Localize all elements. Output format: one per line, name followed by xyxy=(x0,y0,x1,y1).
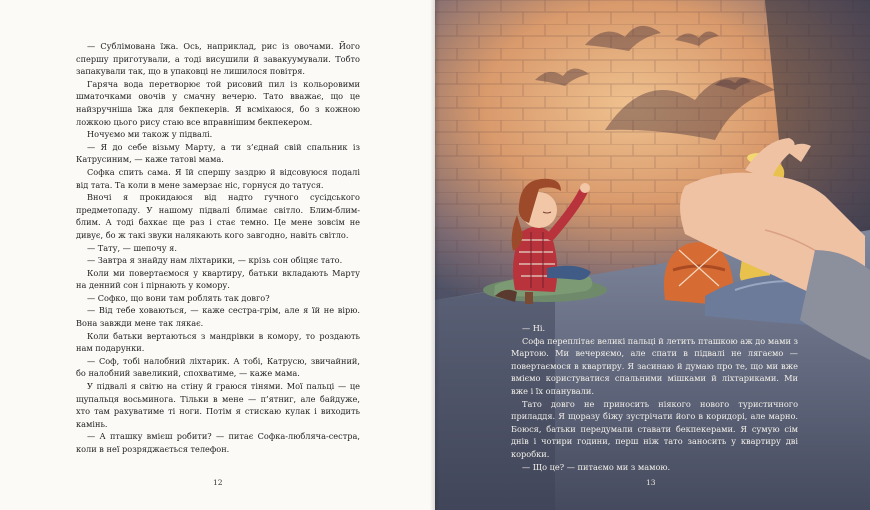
left-page-text xyxy=(76,40,360,456)
paragraph: Коли батьки вертаються з мандрівки в комору, то роздають нам подарунки. xyxy=(76,330,360,354)
book-gutter xyxy=(430,0,440,510)
paragraph: Ночуємо ми також у підвалі. xyxy=(87,129,213,140)
paragraph: — Ні. xyxy=(522,323,546,333)
paragraph: — Що це? — питаємо ми з мамою. xyxy=(522,461,671,472)
paragraph: Софка спить сама. Я їй спершу заздрю й відсовуюся подалі від тата. Та коли в мене замерзає ніс, горнуся до татуся. xyxy=(76,166,360,190)
right-page-text xyxy=(511,322,798,473)
paragraph: — Соф, тобі налобний ліхтарик. А тобі, Катрусю, звичайний, бо налобний завеликий, спохватиме, — каже мама. xyxy=(76,355,360,379)
paragraph: — Софко, що вони там роблять так довго? xyxy=(87,292,270,303)
page-number-left: 12 xyxy=(213,478,223,487)
paragraph: Тато довго не приносить ніякого нового туристичного приладдя. Я щоразу біжу зустрічати його в коридорі, але марно. Боюся, батьки передумали ставати бекпекерами. Я сумую сім днів і чотири години, перш ніж тато заносить у квартиру дві коробки. xyxy=(511,398,798,459)
paragraph: У підвалі я світю на стіну й граюся тінями. Мої пальці — це щупальця восьминога. Тільки в мене — п’ятниг, але байдуже, хто там рахуватиме ті ноги. Потім я стискаю кулак і виходить камінь. xyxy=(76,381,360,429)
paragraph: Софа переплітає великі пальці й летить пташкою аж до мами з Мартою. Ми вечеряємо, але спати в підвалі не лягаємо — повертаємося в квартиру. Я засинаю й думаю про те, що ми вже вміємо користуватися спальними мішками й ліхтариками. Ми вже і їх опанували. xyxy=(511,335,798,396)
right-page xyxy=(435,0,870,510)
paragraph: — Від тебе ховаються, — каже сестра-грім, але я їй не вірю. Вона завжди мене так лякає. xyxy=(76,305,360,329)
paragraph: — Сублімована їжа. Ось, наприклад, рис із овочами. Його спершу приготували, а тоді висушили й завакуумували. Тобто запакували так, що в упаковці не лишилося повітря. xyxy=(76,41,360,77)
paragraph: — А пташку вмієш робити? — питає Софка-любляча-сестра, коли в неї розряджається телефон. xyxy=(76,431,360,454)
paragraph: Гаряча вода перетворює той рисовий пил із кольоровими шматочками овочів у смачну вечерю. Тато вважає, що це найзручніша їжа для бекпекерів. Я всміхаюся, бо з кожною ложкою цього рису стаю все вправнішим бекпекером. xyxy=(76,78,360,127)
paragraph: — Тату, — шепочу я. xyxy=(87,242,177,253)
paragraph: Вночі я прокидаюся від надто гучного сусідського предметопаду. У нашому підвалі блимає світло. Блим-блим-блим. А тоді бахкає ще раз і стає темно. Це мене зовсім не дивує, бо ж такі звуки налякають кого завгодно, навіть світло. xyxy=(76,192,360,240)
page-number-right: 13 xyxy=(646,478,656,487)
paragraph: — Я до себе візьму Марту, а ти з’єднай свій спальник із Катрусиним, — каже татові мама. xyxy=(76,141,360,165)
paragraph: Коли ми повертаємося у квартиру, батьки вкладають Марту на денний сон і пірнають у комору. xyxy=(76,267,360,291)
paragraph: — Завтра я знайду нам ліхтарики, — крізь сон обіцяє тато. xyxy=(87,255,343,266)
